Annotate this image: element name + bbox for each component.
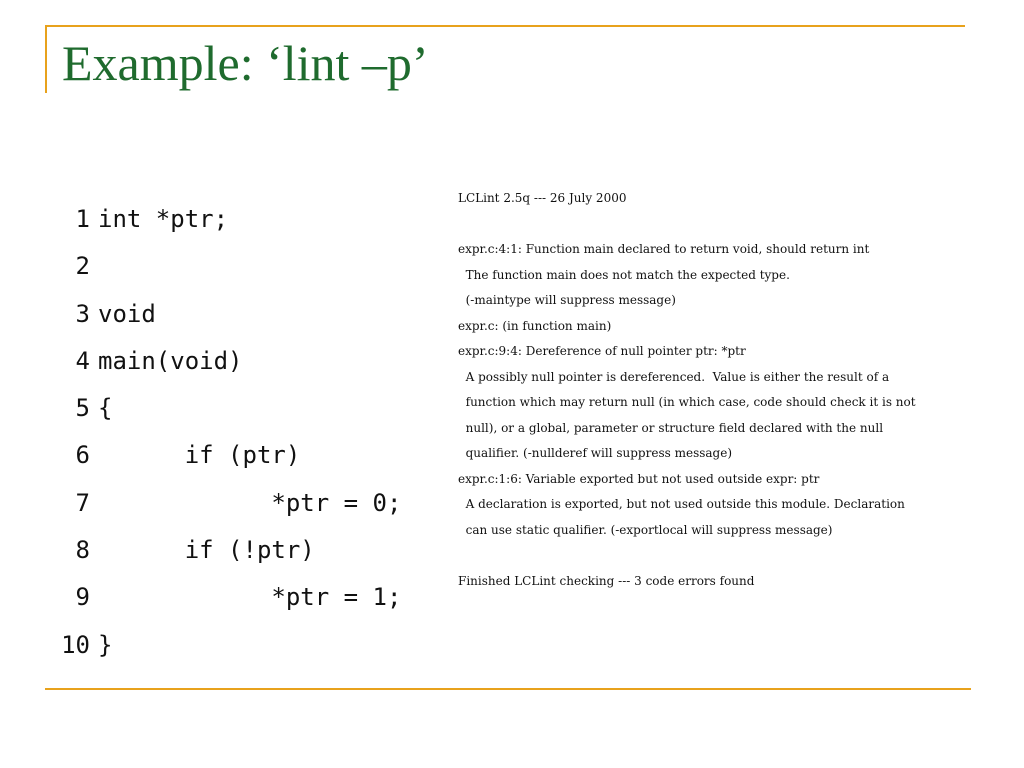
line-number: 5 bbox=[75, 394, 90, 423]
code-text: } bbox=[98, 630, 113, 659]
line-number: 9 bbox=[75, 583, 90, 612]
line-number: 8 bbox=[75, 536, 90, 565]
lint-output-panel bbox=[458, 186, 978, 666]
lint-output-line: The function main does not match the expected type. bbox=[458, 267, 790, 282]
lint-output-line: null), or a global, parameter or structure field declared with the null bbox=[458, 420, 884, 435]
lint-output-line bbox=[458, 212, 978, 238]
accent-rule-top bbox=[45, 25, 965, 27]
lint-output-line: expr.c:1:6: Variable exported but not used outside expr: ptr bbox=[458, 471, 820, 486]
line-number: 7 bbox=[75, 488, 90, 517]
code-line bbox=[60, 243, 420, 290]
lint-output-line: function which may return null (in which case, code should check it is not bbox=[458, 395, 916, 409]
lint-output-line: qualifier. (-nullderef will suppress message) bbox=[458, 446, 733, 460]
lint-output-line: expr.c:4:1: Function main declared to return void, should return int bbox=[458, 242, 870, 256]
lint-output-line: A possibly null pointer is dereferenced. Value is either the result of a bbox=[458, 369, 890, 384]
line-number: 1 bbox=[75, 205, 90, 233]
line-number: 6 bbox=[75, 441, 90, 470]
code-text: void bbox=[98, 299, 156, 328]
lint-output-line: LCLint 2.5q --- 26 July 2000 bbox=[458, 191, 627, 205]
code-line bbox=[60, 338, 420, 385]
lint-output-line: (-maintype will suppress message) bbox=[458, 293, 676, 307]
code-line bbox=[60, 196, 420, 243]
line-number: 10 bbox=[61, 630, 90, 659]
lint-output-line: expr.c:9:4: Dereference of null pointer ptr: *ptr bbox=[458, 344, 746, 358]
lint-output-line: Finished LCLint checking --- 3 code errors found bbox=[458, 573, 755, 588]
code-text: *ptr = 1; bbox=[98, 583, 402, 612]
code-line bbox=[60, 622, 420, 669]
code-text: main(void) bbox=[98, 346, 243, 375]
code-text: if (!ptr) bbox=[98, 536, 315, 565]
line-number: 3 bbox=[75, 299, 90, 328]
code-line bbox=[60, 480, 420, 527]
source-code-panel bbox=[60, 196, 420, 676]
code-text: *ptr = 0; bbox=[98, 488, 402, 517]
accent-rule-side bbox=[45, 25, 47, 93]
lint-output-line: expr.c: (in function main) bbox=[458, 318, 612, 333]
code-line bbox=[60, 432, 420, 479]
lint-output-line bbox=[458, 543, 978, 569]
code-line bbox=[60, 385, 420, 432]
accent-rule-bottom bbox=[45, 688, 971, 690]
line-number: 4 bbox=[75, 346, 90, 375]
code-line bbox=[60, 291, 420, 338]
code-text: if (ptr) bbox=[98, 441, 301, 470]
code-text: int *ptr; bbox=[98, 205, 229, 233]
code-line bbox=[60, 527, 420, 574]
lint-output-line: can use static qualifier. (-exportlocal will suppress message) bbox=[458, 522, 833, 537]
code-text: { bbox=[98, 394, 113, 423]
code-line bbox=[60, 574, 420, 621]
slide-title: Example: ‘lint –p’ bbox=[62, 35, 429, 91]
line-number: 2 bbox=[75, 252, 90, 281]
lint-output-line: A declaration is exported, but not used outside this module. Declaration bbox=[458, 497, 905, 511]
